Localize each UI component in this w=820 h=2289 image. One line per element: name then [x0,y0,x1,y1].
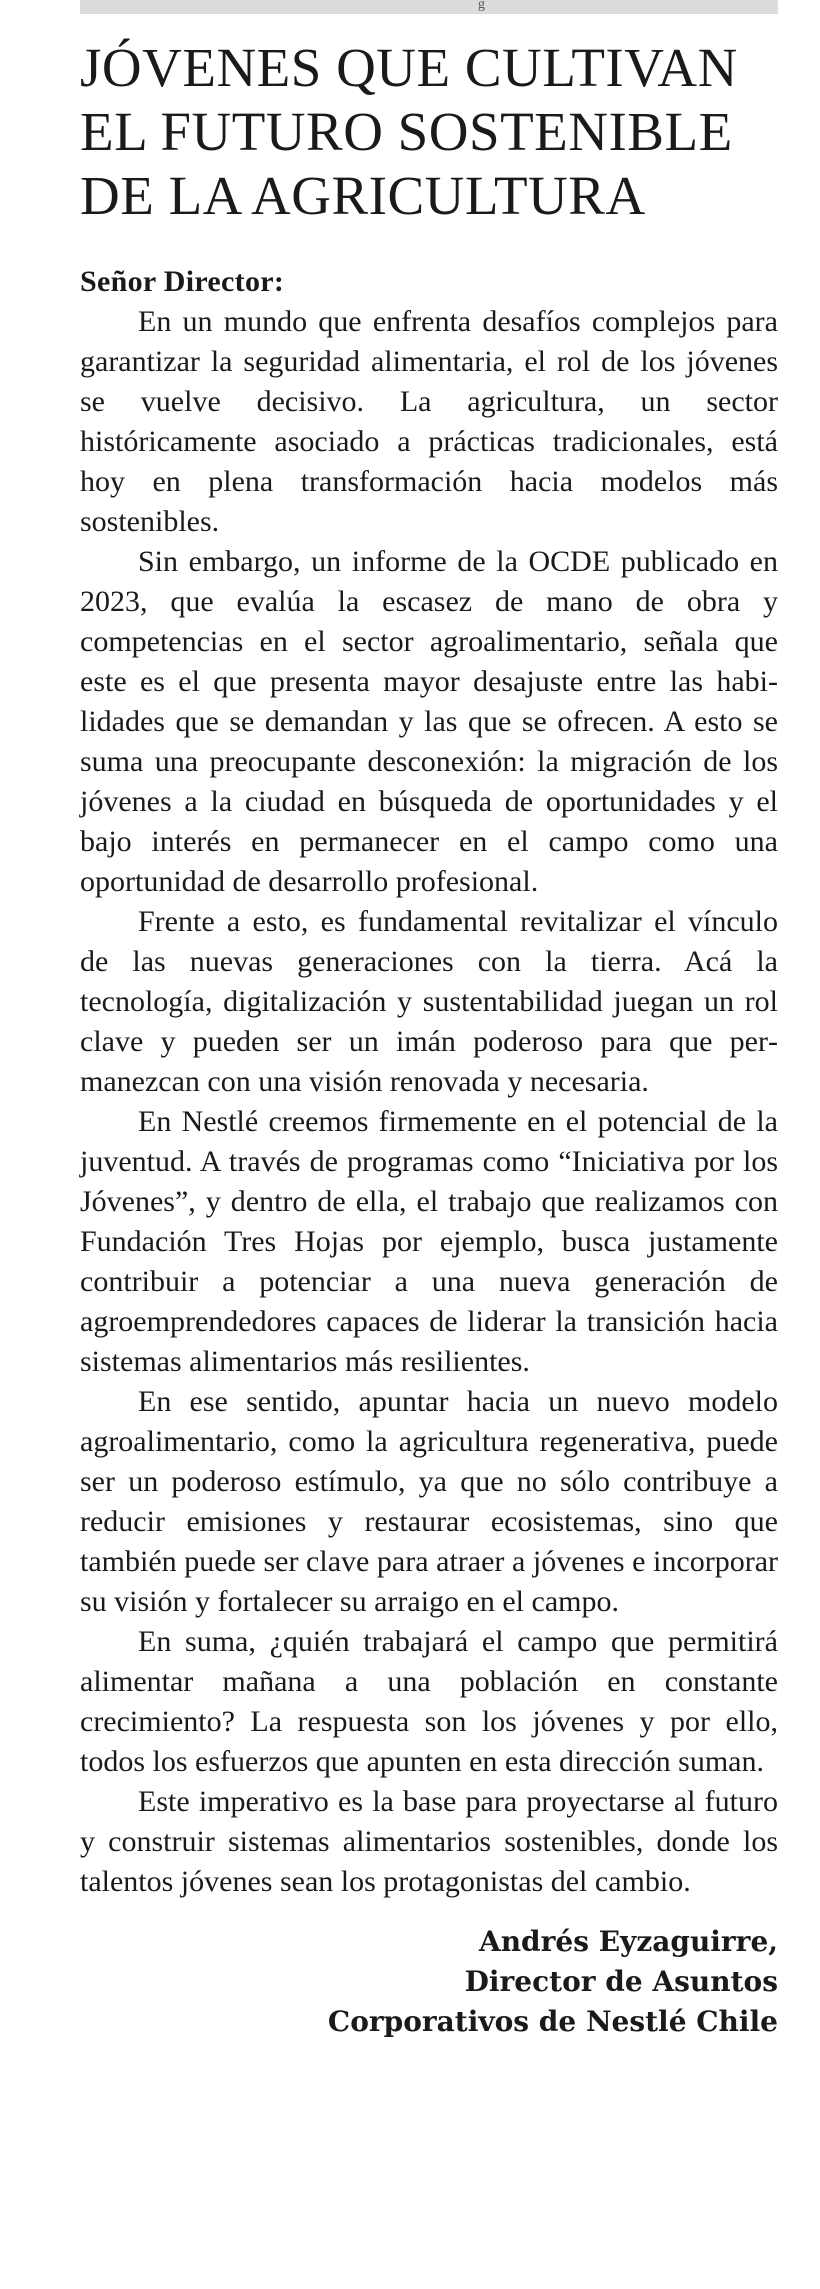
header-fragment: g [478,0,485,12]
body-paragraph-7: Este imperativo es la base para proyectarse al futuro y construir sistemas alimentarios sostenibles, donde los talentos jóvenes sean los protagonistas del cambio. [80,1785,778,1898]
author-signature [80,1922,778,2042]
letter-article [80,36,778,2042]
body-paragraph-6: En suma, ¿quién trabajará el campo que permitirá alimentar mañana a una población en constante crecimiento? La respuesta son los jóvenes y por ello, todos los esfuerzos que apunten en esta dirección suman. [80,1625,778,1778]
body-paragraph-3: Frente a esto, es fundamental revitalizar el vínculo de las nuevas generaciones con la tierra. Acá la tecnología, digitalización y sustentabilidad juegan un rol clave y pueden ser un imán poderoso para que permanezcan con una visión renovada y necesaria. [80,905,778,1098]
salutation: Señor Director: [80,265,285,298]
article-headline [80,36,778,228]
page-header-bar [80,0,778,14]
headline-line-2: EL FUTURO SOSTENIBLE [80,101,733,162]
body-paragraph-2: Sin embargo, un informe de la OCDE publicado en 2023, que evalúa la escasez de mano de obra y competencias en el sector agroalimentario, señala que este es el que presenta mayor desajuste entre las habilidades que se demandan y las que se ofrecen. A esto se suma una preocupante desconexión: la migración de los jóvenes a la ciudad en búsqueda de oportunidades y el bajo interés en permanecer en el campo como una oportunidad de desarrollo profesional. [80,545,778,898]
body-paragraph-5: En ese sentido, apuntar hacia un nuevo modelo agroalimentario, como la agricultura regenerativa, puede ser un poderoso estímulo, ya que no sólo contribuye a reducir emisiones y restaurar ecosistemas, sino que también puede ser clave para atraer a jóvenes e incorporar su visión y fortalecer su arraigo en el campo. [80,1385,778,1618]
body-paragraph-1: En un mundo que enfrenta desafíos complejos para garantizar la seguridad alimentaria, el rol de los jóvenes se vuelve decisivo. La agricultura, un sector históricamente asociado a prácticas tradicionales, está hoy en plena transformación hacia modelos más sostenibles. [80,305,778,538]
author-role: Director de Asuntos [464,1965,778,1998]
author-name: Andrés Eyzaguirre, [478,1925,778,1958]
author-organization: Corporativos de Nestlé Chile [327,2005,778,2038]
body-paragraph-4: En Nestlé creemos firmemente en el potencial de la juventud. A través de programas como “Iniciativa por los Jóvenes”, y dentro de ella, el trabajo que realizamos con Fundación Tres Hojas por ejemplo, busca justamente contribuir a potenciar a una nueva generación de agroemprendedores capaces de liderar la transición hacia sistemas alimentarios más resilientes. [80,1105,778,1378]
headline-line-3: DE LA AGRICULTURA [80,165,646,226]
letter-body [80,302,778,1902]
headline-line-1: JÓVENES QUE CULTIVAN [80,37,738,98]
